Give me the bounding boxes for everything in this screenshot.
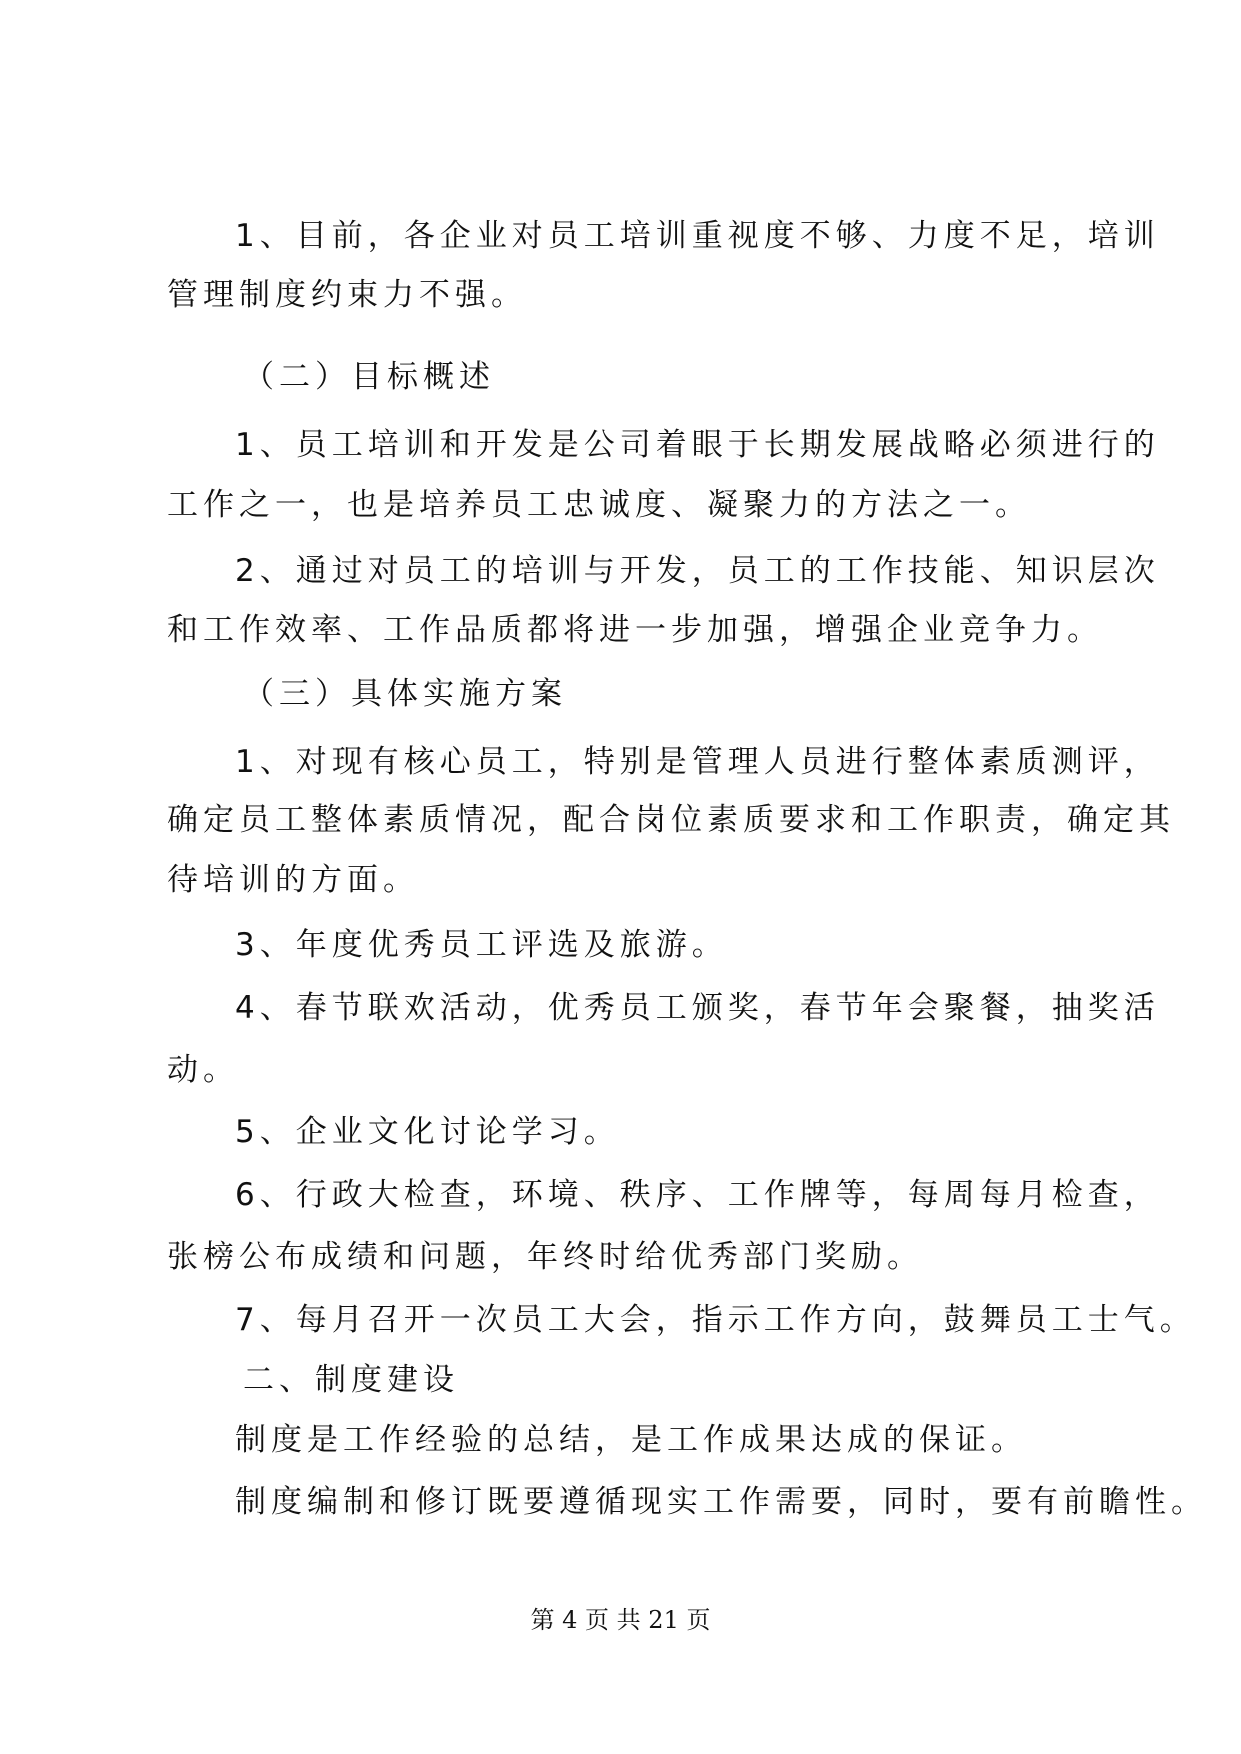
paragraph-line: 工作之一，也是培养员工忠诚度、凝聚力的方法之一。 xyxy=(167,487,1031,523)
paragraph-line: 制度编制和修订既要遵循现实工作需要，同时，要有前瞻性。 xyxy=(235,1484,1207,1520)
paragraph-line: 1、员工培训和开发是公司着眼于长期发展战略必须进行的 xyxy=(235,427,1160,463)
paragraph-line: 1、对现有核心员工，特别是管理人员进行整体素质测评， xyxy=(235,744,1160,780)
paragraph-line: 管理制度约束力不强。 xyxy=(167,277,527,313)
paragraph-line: 2、通过对员工的培训与开发，员工的工作技能、知识层次 xyxy=(235,553,1160,589)
page-number-footer: 第 4 页 共 21 页 xyxy=(530,1606,711,1634)
paragraph-line: 制度是工作经验的总结，是工作成果达成的保证。 xyxy=(235,1422,1027,1458)
paragraph-line: 6、行政大检查，环境、秩序、工作牌等，每周每月检查， xyxy=(235,1177,1160,1213)
paragraph-line: 张榜公布成绩和问题，年终时给优秀部门奖励。 xyxy=(167,1239,923,1275)
section-heading: （三）具体实施方案 xyxy=(243,676,567,712)
paragraph-line: 3、年度优秀员工评选及旅游。 xyxy=(235,927,728,963)
paragraph-line: 确定员工整体素质情况，配合岗位素质要求和工作职责，确定其 xyxy=(167,802,1175,838)
paragraph-line: 待培训的方面。 xyxy=(167,862,419,898)
paragraph-line: 动。 xyxy=(167,1052,239,1088)
paragraph-line: 4、春节联欢活动，优秀员工颁奖，春节年会聚餐，抽奖活 xyxy=(235,990,1160,1026)
section-heading: 二、制度建设 xyxy=(243,1362,459,1398)
paragraph-line: 1、目前，各企业对员工培训重视度不够、力度不足，培训 xyxy=(235,218,1160,254)
section-heading: （二）目标概述 xyxy=(243,359,495,395)
paragraph-line: 7、每月召开一次员工大会，指示工作方向，鼓舞员工士气。 xyxy=(235,1302,1196,1338)
paragraph-line: 5、企业文化讨论学习。 xyxy=(235,1114,620,1150)
paragraph-line: 和工作效率、工作品质都将进一步加强，增强企业竞争力。 xyxy=(167,612,1103,648)
